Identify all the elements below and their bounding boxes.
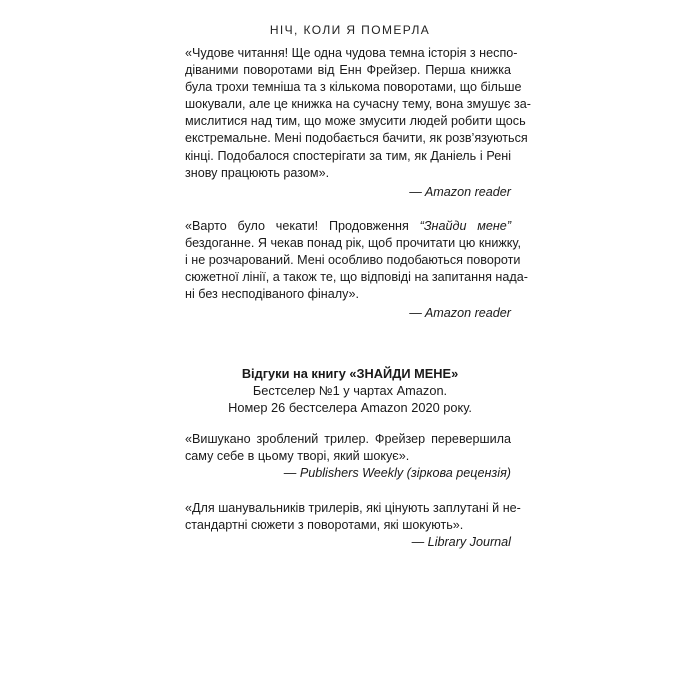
review-line: ні без несподіваного фіналу». [185, 287, 360, 302]
review-line: шокували, але це книжка на сучасну тему, вона змушує за- [185, 97, 531, 112]
review-block [185, 45, 531, 201]
review-block [185, 500, 521, 551]
review-block [185, 218, 528, 323]
review-line: саму себе в цьому творі, який шокує». [185, 449, 410, 464]
review-line: «Вишукано зроблений трилер. Фрейзер перевершила [185, 432, 511, 446]
review-attribution: — Publishers Weekly (зіркова рецензія) [283, 466, 511, 481]
review-line: кінці. Подобалося спостерігати за тим, як Даніель і Рені [185, 148, 511, 163]
review-attribution: — Library Journal [411, 535, 511, 550]
review-line [185, 218, 511, 235]
section-title: Відгуки на книгу «ЗНАЙДИ МЕНЕ» [241, 366, 459, 381]
section-subtitle: Бестселер №1 у чартах Amazon. [252, 383, 448, 398]
review-line: «Чудове читання! Ще одна чудова темна історія з неспо- [185, 46, 518, 60]
review-line: «Для шанувальників трилерів, які цінують заплутані й не- [185, 501, 521, 515]
review-line: бездоганне. Я чекав понад рік, щоб прочитати цю книжку, [185, 236, 521, 251]
review-text: «Варто було чекати! Продовження [185, 219, 420, 233]
review-block [185, 431, 511, 482]
review-line: була трохи темніша та з кількома поворотами, що більше [185, 80, 522, 95]
section-heading [150, 365, 550, 416]
book-title-quote: “Знайди мене” [419, 219, 512, 233]
running-title: НІЧ, КОЛИ Я ПОМЕРЛА [269, 23, 431, 37]
review-attribution: — Amazon reader [409, 184, 511, 199]
review-line: і не розчарований. Мені особливо подобаються повороти [185, 253, 521, 268]
review-line: мислитися над тим, що може змусити людей робити щось [185, 114, 526, 129]
review-line: сюжетної лінії, а також те, що відповіді на запитання нада- [185, 270, 528, 285]
review-line: екстремальне. Мені подобається бачити, як розв’язуються [185, 131, 528, 146]
review-line: стандартні сюжети з поворотами, які шокують». [185, 518, 464, 533]
review-attribution: — Amazon reader [409, 306, 511, 321]
review-line: знову працюють разом». [185, 165, 330, 180]
section-subtitle: Номер 26 бестселера Amazon 2020 року. [228, 400, 472, 415]
review-line: діваними поворотами від Енн Фрейзер. Перша книжка [185, 63, 511, 78]
